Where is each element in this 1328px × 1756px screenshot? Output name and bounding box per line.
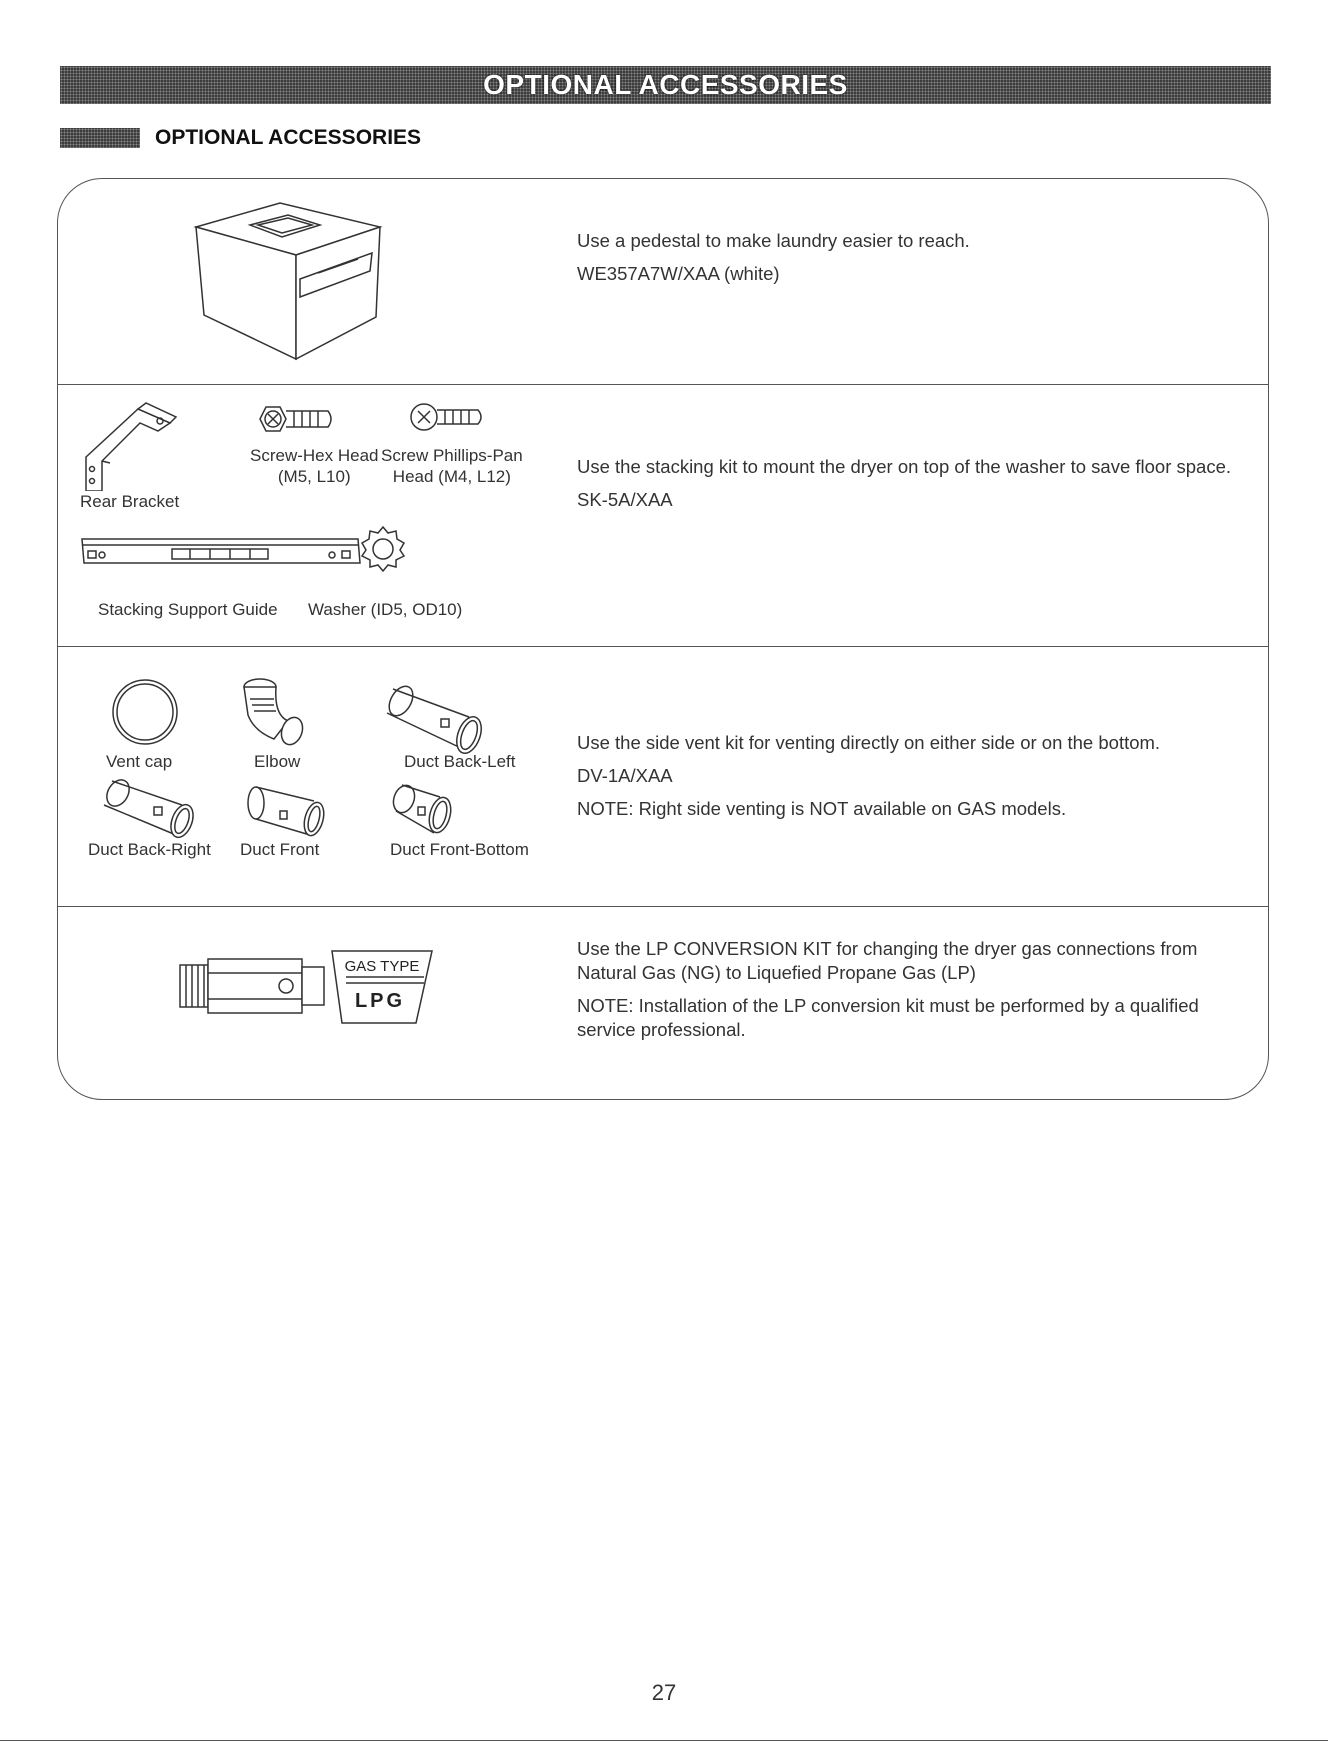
label-elbow: Elbow <box>254 752 301 771</box>
label-duct-front: Duct Front <box>240 840 320 859</box>
page-banner <box>60 66 1271 104</box>
label-duct-back-left: Duct Back-Left <box>404 752 516 771</box>
page-number: 27 <box>651 1680 677 1705</box>
side-vent-note: NOTE: Right side venting is NOT available on GAS models. <box>577 798 1067 819</box>
pedestal-illustration <box>188 197 388 369</box>
lp-kit-description-block <box>577 937 1237 1051</box>
pedestal-description: Use a pedestal to make laundry easier to reach. <box>577 230 970 251</box>
duct-back-left-illustration <box>383 683 489 755</box>
stacking-support-guide-illustration <box>80 535 362 569</box>
bottom-rule <box>0 1740 1328 1741</box>
row-pedestal <box>58 179 1268 385</box>
stacking-kit-model: SK-5A/XAA <box>577 489 673 510</box>
side-vent-description: Use the side vent kit for venting directly on either side or on the bottom. <box>577 732 1161 753</box>
label-screw-hex-line1: Screw-Hex Head <box>250 446 379 465</box>
label-washer: Washer (ID5, OD10) <box>308 600 463 619</box>
lp-fitting-illustration <box>178 951 328 1021</box>
gas-type-text: GAS TYPE <box>344 958 420 975</box>
banner-title: OPTIONAL ACCESSORIES <box>483 69 848 100</box>
label-screw-phillips-line2: Head (M4, L12) <box>392 467 511 486</box>
pedestal-model: WE357A7W/XAA (white) <box>577 263 780 284</box>
lp-kit-note: NOTE: Installation of the LP conversion kit must be performed by a qualified service professional. <box>577 995 1199 1040</box>
washer-illustration <box>358 523 408 573</box>
duct-front-bottom-illustration <box>388 781 458 839</box>
label-duct-front-bottom: Duct Front-Bottom <box>390 840 529 859</box>
lp-kit-description: Use the LP CONVERSION KIT for changing the dryer gas connections from Natural Gas (NG) to Liquefied Propane Gas (LP) <box>577 938 1198 983</box>
row-lp-conversion-kit <box>58 907 1268 1100</box>
label-screw-hex <box>250 445 379 487</box>
duct-back-right-illustration <box>102 779 202 839</box>
label-screw-phillips-line1: Screw Phillips-Pan <box>381 446 523 465</box>
label-vent-cap: Vent cap <box>106 752 173 771</box>
screw-phillips-illustration <box>408 397 488 437</box>
elbow-illustration <box>240 675 310 747</box>
accessories-table <box>57 178 1269 1100</box>
section-title: OPTIONAL ACCESSORIES <box>155 126 422 149</box>
label-rear-bracket: Rear Bracket <box>80 492 180 511</box>
row-side-vent-kit <box>58 647 1268 907</box>
pedestal-description-block <box>577 229 1237 295</box>
rear-bracket-illustration <box>80 401 180 491</box>
duct-front-illustration <box>244 783 328 839</box>
label-screw-hex-line2: (M5, L10) <box>277 467 351 486</box>
section-heading <box>60 126 421 150</box>
label-stacking-support-guide: Stacking Support Guide <box>98 600 278 619</box>
stacking-kit-description-block <box>577 455 1237 521</box>
gas-type-lpg-label <box>328 947 438 1027</box>
label-duct-back-right: Duct Back-Right <box>88 840 211 859</box>
lpg-text: LPG <box>354 990 406 1012</box>
heading-marker <box>60 128 140 148</box>
vent-cap-illustration <box>110 677 180 747</box>
label-screw-phillips <box>381 445 523 487</box>
side-vent-model: DV-1A/XAA <box>577 765 673 786</box>
screw-hex-illustration <box>256 399 336 439</box>
row-stacking-kit <box>58 385 1268 647</box>
side-vent-description-block <box>577 731 1237 830</box>
stacking-kit-description: Use the stacking kit to mount the dryer on top of the washer to save floor space. <box>577 456 1232 477</box>
